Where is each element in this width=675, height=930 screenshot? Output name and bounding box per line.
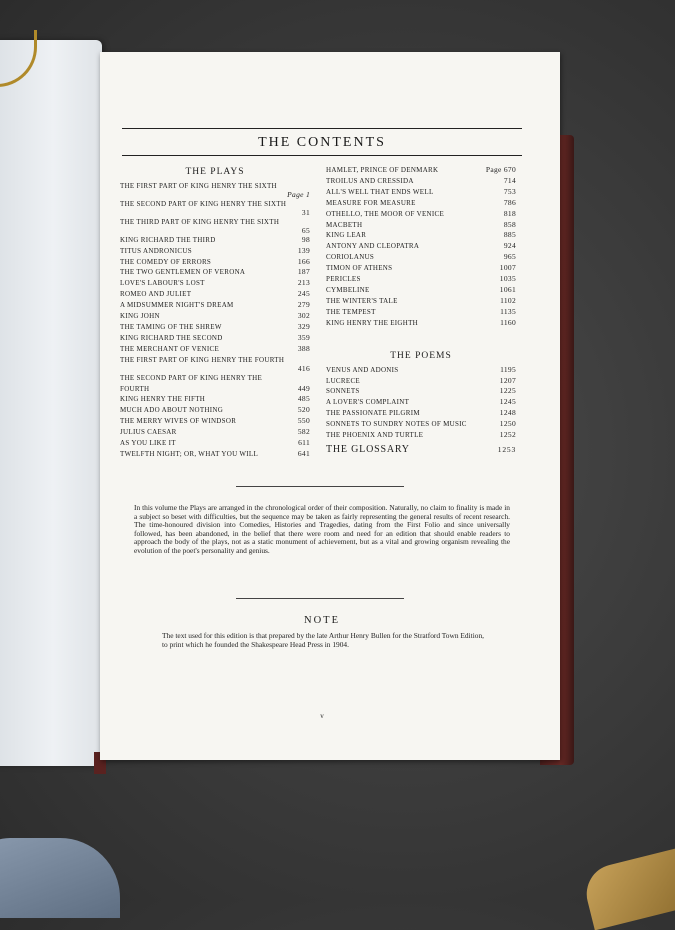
toc-entry-page: Page 670 [485,165,516,174]
toc-entry-title: TROILUS AND CRESSIDA [326,176,414,185]
toc-entry [120,394,310,405]
title-rule-top [122,128,522,129]
toc-entry-title: VENUS AND ADONIS [326,365,399,374]
glossary-title: THE GLOSSARY [326,443,410,455]
toc-entry-title: SONNETS [326,387,360,396]
plays-column-left [120,165,310,460]
toc-entry-title: TITUS ANDRONICUS [120,246,192,255]
toc-entry-title: CYMBELINE [326,285,370,294]
toc-entry [326,241,516,252]
toc-entry [326,165,516,176]
toc-entry-title: THE TWO GENTLEMEN OF VERONA [120,268,246,277]
toc-entry [326,386,516,397]
poems-heading: THE POEMS [390,350,452,361]
toc-entry [120,311,310,322]
toc-entry-title: KING HENRY THE FIFTH [120,395,206,404]
glossary-page: 1253 [497,444,516,454]
toc-entry [120,355,310,373]
toc-entry [120,235,310,246]
toc-entry [326,285,516,296]
toc-entry-title: HAMLET, PRINCE OF DENMARK [326,166,439,174]
toc-entry-page: 714 [503,175,516,185]
toc-entry [120,427,310,438]
toc-entry-page: 965 [503,252,516,262]
toc-entry [120,416,310,427]
toc-entry [120,181,310,199]
toc-entry-title: MACBETH [326,220,363,229]
toc-entry-page: 1207 [499,375,516,385]
toc-entry-title: THE TEMPEST [326,307,376,316]
toc-entry-title: TWELFTH NIGHT; OR, WHAT YOU WILL [120,449,259,458]
toc-entry [326,252,516,263]
toc-entry-title: ALL'S WELL THAT ENDS WELL [326,187,434,196]
toc-entry-title: CORIOLANUS [326,253,375,262]
toc-entry-page: 1248 [499,408,516,418]
note-text: The text used for this edition is that prepared by the late Arthur Henry Bullen for the Stratford Town Edition, to print which he founded the Shakespeare Head Press in 1904. [162,631,484,649]
sleeve [0,838,120,918]
toc-entry-page: 611 [298,438,310,448]
toc-entry-title: THE SECOND PART OF KING HENRY THE SIXTH [120,199,287,208]
toc-entry-title: THE FIRST PART OF KING HENRY THE FOURTH [120,355,285,364]
toc-entry [120,322,310,333]
toc-entry [326,408,516,419]
toc-entry-title: THE PASSIONATE PILGRIM [326,409,420,418]
toc-entry [120,300,310,311]
toc-entry-page: 449 [297,383,310,393]
plays-list-right [326,165,516,329]
toc-entry-page: 818 [503,208,516,218]
toc-entry [120,449,310,460]
toc-entry [326,220,516,231]
toc-entry-title: LUCRECE [326,376,360,385]
toc-entry [326,376,516,387]
toc-entry [120,438,310,449]
section-divider [236,486,404,487]
toc-entry-title: THE TAMING OF THE SHREW [120,322,222,331]
glossary-entry [326,445,516,456]
toc-entry [120,257,310,268]
toc-entry [326,296,516,307]
toc-entry-page: 641 [297,448,310,458]
toc-entry-title: THE COMEDY OF ERRORS [120,257,212,266]
plays-heading: THE PLAYS [185,167,245,177]
toc-entry-page: 1245 [499,397,516,407]
toc-entry-page: 550 [297,416,310,426]
toc-entry [326,419,516,430]
toc-entry-page: 924 [503,241,516,251]
toc-entry [120,344,310,355]
toc-entry [326,230,516,241]
toc-entry-page: 302 [297,311,310,321]
toc-entry-title: PERICLES [326,275,361,284]
toc-entry [326,365,516,376]
toc-entry-page: 245 [297,289,310,299]
toc-entry-page: 1007 [499,263,516,273]
toc-entry-title: KING HENRY THE EIGHTH [326,318,419,327]
toc-entry [326,263,516,274]
toc-entry [120,246,310,257]
toc-entry-page: 582 [297,427,310,437]
toc-entry-title: LOVE'S LABOUR'S LOST [120,279,205,288]
toc-entry-page: 485 [297,394,310,404]
note-divider [236,598,404,599]
toc-entry-title: KING LEAR [326,231,367,240]
toc-entry-page: 416 [297,363,310,373]
toc-entry [120,333,310,344]
toc-entry-title: KING RICHARD THE THIRD [120,235,216,244]
contents-page [100,52,560,760]
toc-entry-page: 1061 [499,284,516,294]
plays-list-left [120,181,310,460]
toc-entry [326,187,516,198]
toc-entry-title: AS YOU LIKE IT [120,439,176,448]
note-heading: NOTE [304,615,340,626]
toc-entry [326,307,516,318]
toc-entry-page: 1102 [500,295,516,305]
toc-entry-title: THE THIRD PART OF KING HENRY THE SIXTH [120,217,280,226]
toc-entry-page: 166 [297,256,310,266]
page-title: THE CONTENTS [258,135,386,150]
toc-entry [120,267,310,278]
toc-entry-page: 1195 [500,364,516,374]
toc-entry-title: A LOVER'S COMPLAINT [326,398,410,407]
toc-entry-page: 388 [297,343,310,353]
toc-entry-title: OTHELLO, THE MOOR OF VENICE [326,209,445,218]
toc-entry-title: ANTONY AND CLEOPATRA [326,242,420,251]
toc-entry-page: 1225 [499,386,516,396]
toc-entry-page: 1250 [499,419,516,429]
toc-entry [326,318,516,329]
toc-entry-title: JULIUS CAESAR [120,428,177,437]
toc-entry [326,274,516,285]
arrangement-paragraph: In this volume the Plays are arranged in the chronological order of their composition. Naturally, no claim to finality is made in a subject so beset with difficulties, but the sequence may be taken as fairly representing the general results of recent research. The time-honoured division into Comedies, Histories and Tragedies, dating from the First Folio and since universally followed, has been abandoned, in the belief that there were room and need for an edition that should enable readers to approach the body of the plays, not as a static monument of achievement, but as a vital and growing organism revealing the evolution of the poet's personality and genius. [134,503,510,555]
ribbon-bookmark [0,30,37,87]
toc-entry-title: THE FIRST PART OF KING HENRY THE SIXTH [120,182,277,190]
toc-entry-page: 139 [297,245,310,255]
toc-entry-page: 279 [297,300,310,310]
toc-entry-title: A MIDSUMMER NIGHT'S DREAM [120,301,234,310]
toc-entry-title: ROMEO AND JULIET [120,290,192,299]
toc-entry-page: 1135 [500,306,516,316]
toc-entry [326,198,516,209]
left-page [0,40,102,766]
toc-entry [120,405,310,416]
toc-entry [120,199,310,217]
toc-entry-page: 1160 [500,317,516,327]
toc-entry-page: 187 [297,267,310,277]
toc-entry [120,289,310,300]
toc-entry-page: 786 [503,197,516,207]
toc-entry [120,278,310,289]
toc-entry-title: TIMON OF ATHENS [326,264,393,273]
toc-entry-page: 753 [503,186,516,196]
page-folio: v [320,712,324,720]
toc-entry [326,397,516,408]
show-through-text [100,72,560,112]
toc-entry [326,176,516,187]
poems-list [326,365,516,441]
toc-entry-page: 31 [301,207,310,217]
toc-entry-page: 213 [297,278,310,288]
toc-entry-title: MUCH ADO ABOUT NOTHING [120,406,224,415]
plays-column-right [326,165,516,456]
toc-entry-title: SONNETS TO SUNDRY NOTES OF MUSIC [326,420,467,429]
toc-entry-page: 65 [301,225,310,235]
toc-entry-page: 98 [301,234,310,244]
corner-object [580,846,675,930]
toc-entry-title: THE MERRY WIVES OF WINDSOR [120,417,237,426]
toc-entry-title: THE WINTER'S TALE [326,296,398,305]
toc-entry-title: THE PHOENIX AND TURTLE [326,431,424,440]
toc-entry-page: 1035 [499,274,516,284]
toc-entry-page: 1252 [499,430,516,440]
toc-entry-title: THE MERCHANT OF VENICE [120,344,220,353]
toc-entry-page: 520 [297,405,310,415]
toc-entry-page: Page 1 [287,189,310,199]
toc-entry-title: KING RICHARD THE SECOND [120,333,223,342]
toc-entry-page: 885 [503,230,516,240]
toc-entry-title: KING JOHN [120,312,160,321]
toc-entry-page: 359 [297,332,310,342]
title-rule-bottom [122,155,522,156]
toc-entry-page: 329 [297,321,310,331]
toc-entry-title: MEASURE FOR MEASURE [326,198,416,207]
toc-entry [326,209,516,220]
toc-entry [120,217,310,235]
toc-entry-page: 858 [503,219,516,229]
toc-entry [326,430,516,441]
toc-entry [120,373,310,395]
toc-entry-title: THE SECOND PART OF KING HENRY THE FOURTH [120,373,263,393]
